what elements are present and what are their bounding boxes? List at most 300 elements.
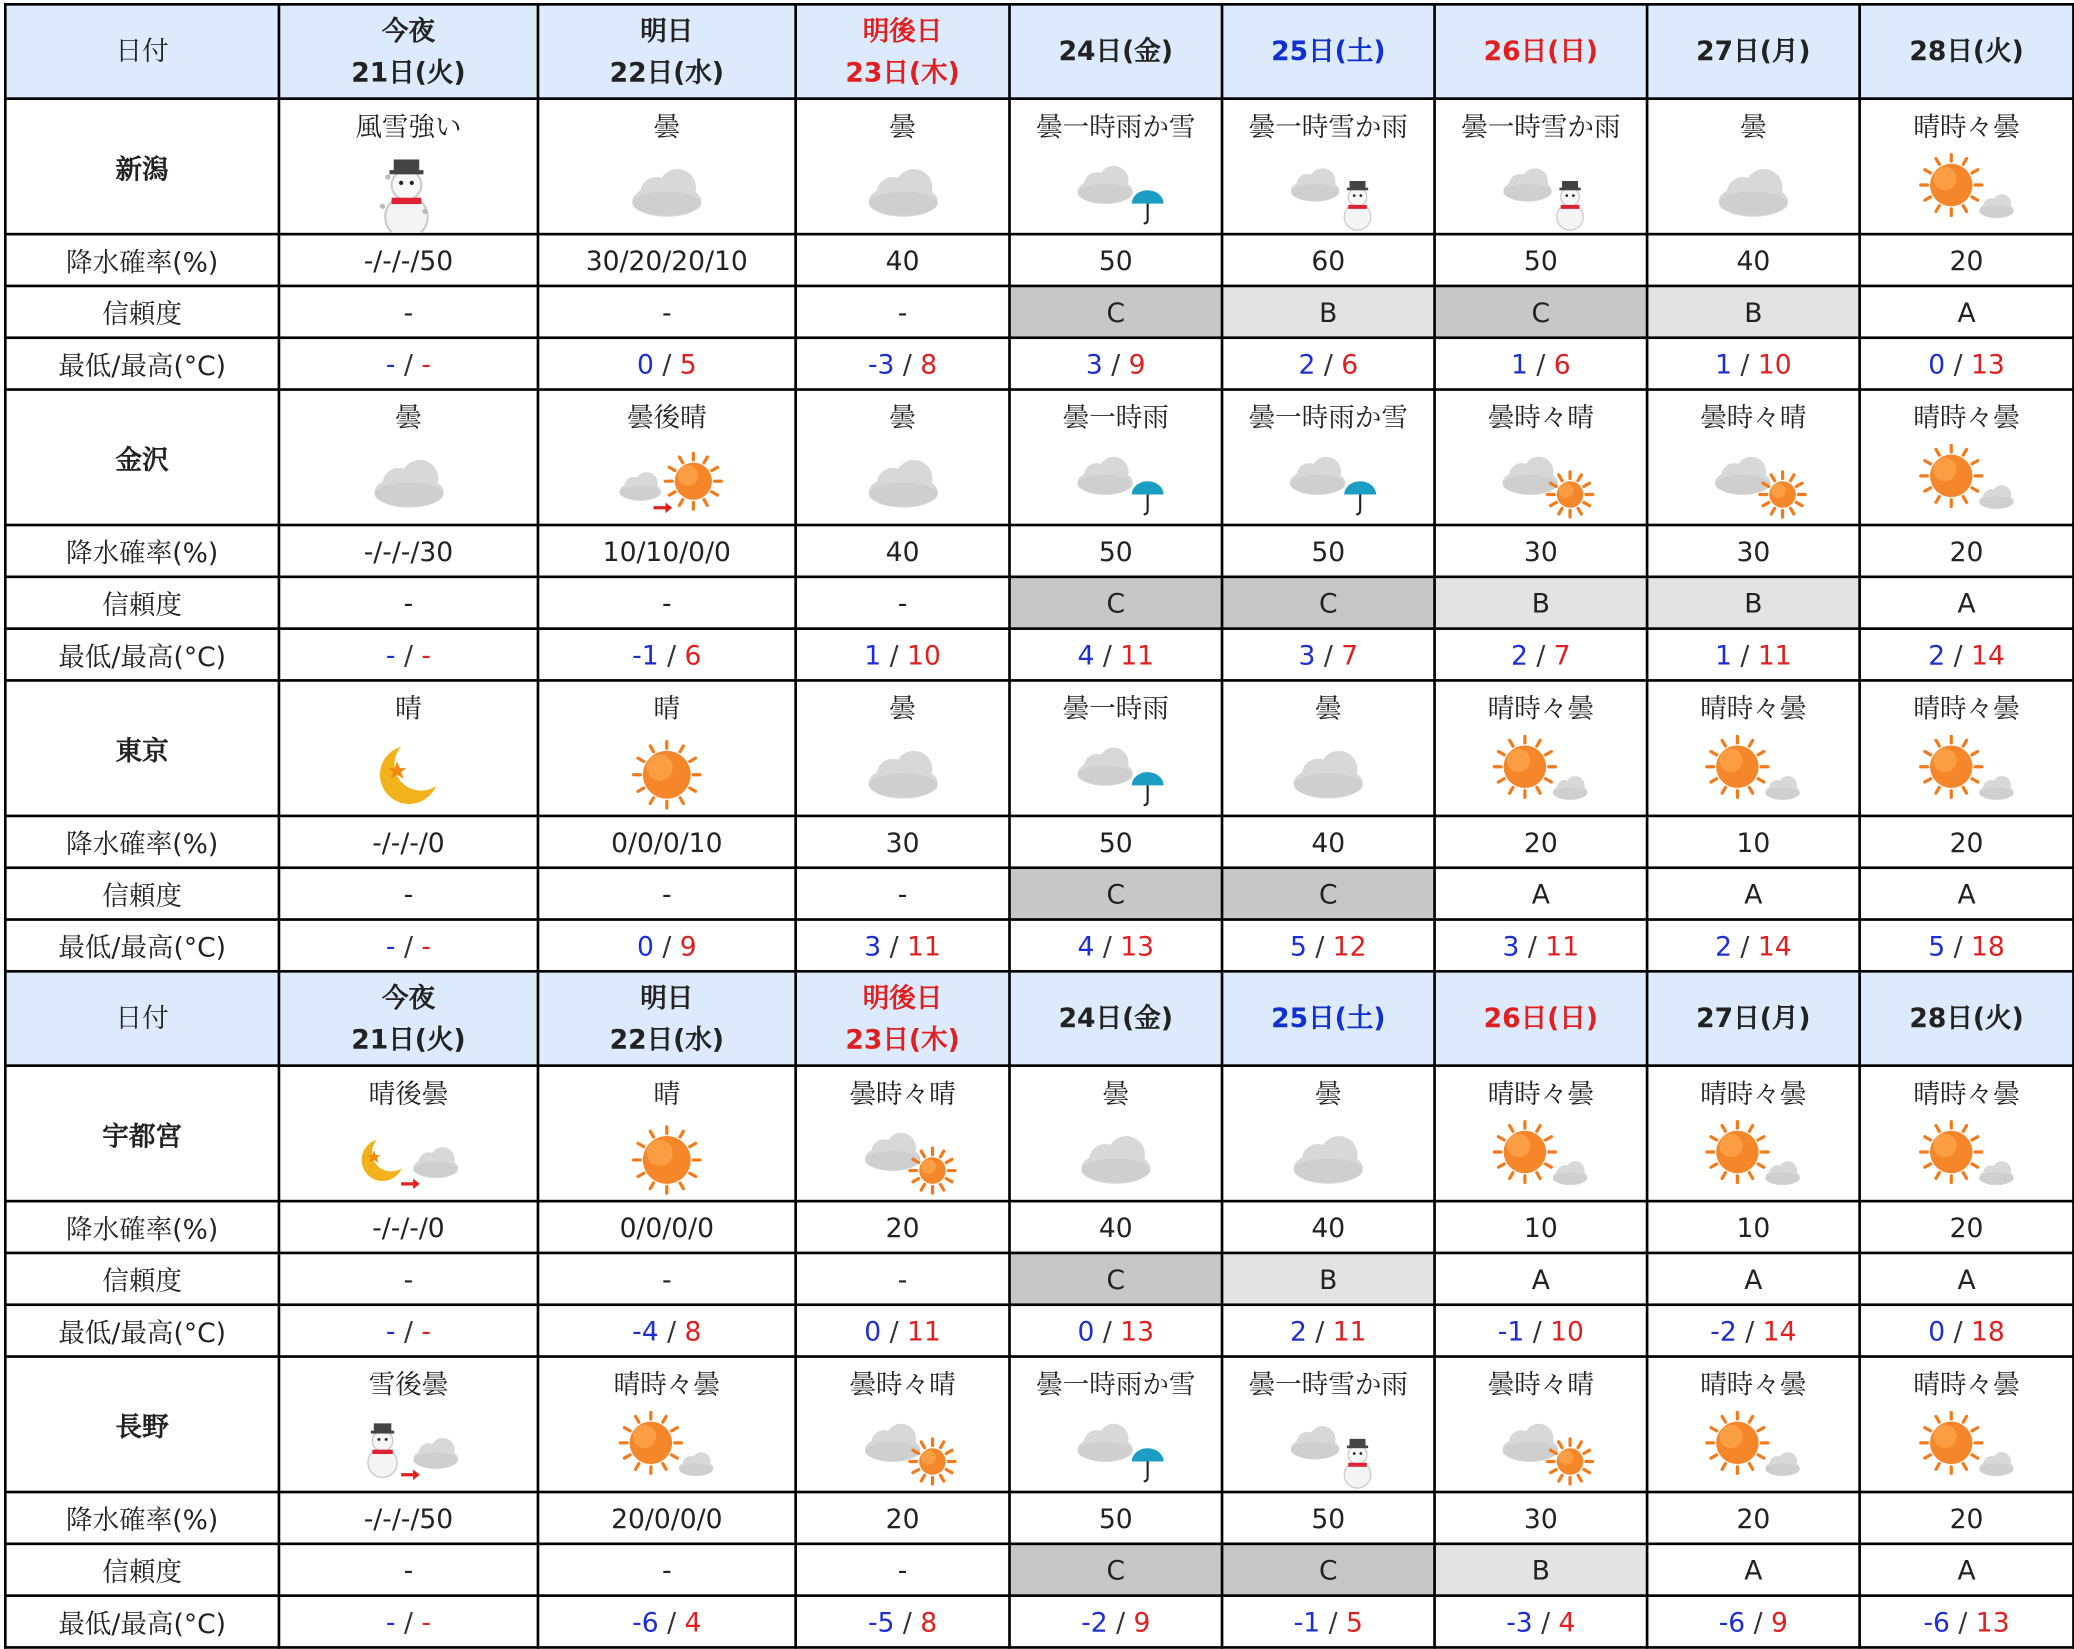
- date-header-cell: [1435, 4, 1648, 98]
- weather-cell: [1647, 1066, 1860, 1201]
- weather-text: 晴後曇: [368, 1077, 449, 1110]
- reliability-value: C: [1010, 1253, 1223, 1305]
- moon-then-cloud-icon: [280, 1120, 536, 1200]
- temperature-cell: [538, 338, 796, 390]
- temp-min: -3: [1506, 1605, 1533, 1638]
- cloud-rain-icon: [1011, 1411, 1221, 1491]
- precip-label: 降水確率(%): [5, 234, 279, 286]
- weather-cell: [279, 99, 538, 234]
- cloud-icon: [280, 444, 536, 524]
- temp-max: 14: [1762, 1314, 1797, 1347]
- weather-cell: [1222, 390, 1435, 525]
- temperature-cell: [538, 1305, 796, 1357]
- temp-separator: /: [1094, 1314, 1121, 1347]
- date-header-row: [5, 4, 2073, 98]
- weather-cell: [1010, 1066, 1223, 1201]
- weather-text: 曇: [1315, 1077, 1342, 1110]
- city-name: 東京: [5, 680, 279, 815]
- temp-min: 1: [1510, 347, 1528, 380]
- reliability-value: C: [1435, 286, 1648, 338]
- temp-max: 10: [907, 638, 941, 671]
- weather-text: 曇後晴: [626, 401, 707, 434]
- temp-separator: /: [395, 1314, 422, 1347]
- weather-text: 晴時々曇: [1700, 692, 1807, 725]
- cloud-rain-icon: [1011, 153, 1221, 233]
- reliability-value: A: [1860, 868, 2074, 920]
- cloud-snow-icon: [1436, 153, 1646, 233]
- weather-text: 晴: [395, 692, 422, 725]
- weather-cell: [538, 99, 796, 234]
- sun-cloud-icon: [1648, 735, 1858, 815]
- temp-separator: /: [894, 347, 921, 380]
- reliability-value: A: [1647, 1253, 1860, 1305]
- cloud-icon: [797, 444, 1008, 524]
- precip-value: 20: [1860, 234, 2074, 286]
- weather-cell: [1860, 1066, 2074, 1201]
- temp-separator: /: [1306, 1314, 1333, 1347]
- temp-separator: /: [881, 638, 908, 671]
- temp-separator: /: [881, 929, 908, 962]
- reliability-value: A: [1860, 1544, 2074, 1596]
- temp-min: 2: [1928, 638, 1946, 671]
- date-header-label: 日付: [5, 4, 279, 98]
- temp-min: 3: [1502, 929, 1520, 962]
- temperature-cell: [1222, 1305, 1435, 1357]
- temp-min: 2: [1290, 1314, 1307, 1347]
- temp-max: -: [421, 1314, 431, 1347]
- date-header-row: [5, 971, 2073, 1065]
- temp-separator: /: [881, 1314, 908, 1347]
- precip-row: [5, 1492, 2073, 1544]
- date-label: 28日(火): [1909, 1001, 2024, 1034]
- date-label: 25日(土): [1271, 34, 1386, 67]
- precip-value: 40: [1222, 1201, 1435, 1253]
- date-header-cell: [796, 4, 1010, 98]
- reliability-value: B: [1647, 577, 1860, 629]
- temp-max: 11: [1120, 638, 1155, 671]
- temp-min: -5: [867, 1605, 895, 1638]
- temp-separator: /: [1731, 929, 1758, 962]
- weather-text: 曇一時雨: [1062, 401, 1169, 434]
- temp-separator: /: [653, 347, 680, 380]
- temp-min: 0: [864, 1314, 882, 1347]
- weather-text: 晴時々曇: [1487, 1077, 1594, 1110]
- weather-cell: [1647, 99, 1860, 234]
- precip-value: 50: [1010, 1492, 1223, 1544]
- date-header-label: 日付: [5, 971, 279, 1065]
- temp-max: 11: [1332, 1314, 1367, 1347]
- temp-separator: /: [1094, 638, 1121, 671]
- temperature-cell: [1010, 1596, 1223, 1648]
- temp-max: 4: [1558, 1605, 1576, 1638]
- date-header-cell: [538, 4, 796, 98]
- weather-text: 曇: [889, 692, 916, 725]
- weather-cell: [1435, 99, 1648, 234]
- precip-value: 10: [1435, 1201, 1648, 1253]
- reliability-value: A: [1435, 1253, 1648, 1305]
- weather-row: [5, 390, 2073, 525]
- reliability-row: [5, 868, 2073, 920]
- precip-value: 20: [1860, 816, 2074, 868]
- cloud-icon: [1011, 1120, 1221, 1200]
- weather-text: 曇一時雨か雪: [1248, 401, 1408, 434]
- precip-value: 20: [1860, 1492, 2074, 1544]
- temp-min: 5: [1928, 929, 1946, 962]
- temp-max: 14: [1971, 638, 2005, 671]
- temp-separator: /: [1945, 929, 1972, 962]
- temp-max: 8: [684, 1314, 702, 1347]
- precip-value: 50: [1010, 525, 1223, 577]
- temp-separator: /: [395, 347, 422, 380]
- weather-cell: [1010, 390, 1223, 525]
- city-name: 宇都宮: [5, 1066, 279, 1201]
- temperature-cell: [1435, 1305, 1648, 1357]
- temperature-cell: [279, 338, 538, 390]
- weather-cell: [796, 99, 1010, 234]
- reliability-value: C: [1222, 1544, 1435, 1596]
- weather-text: 雪後曇: [368, 1368, 449, 1401]
- temperature-cell: [1647, 1596, 1860, 1648]
- weather-cell: [796, 680, 1010, 815]
- temperature-cell: [1435, 338, 1648, 390]
- precip-value: -/-/-/0: [279, 1201, 538, 1253]
- temperature-cell: [1860, 920, 2074, 972]
- date-label: 25日(土): [1271, 1001, 1386, 1034]
- weather-text: 曇一時雪か雨: [1461, 110, 1621, 143]
- reliability-label: 信頼度: [5, 1253, 279, 1305]
- date-label: 28日(火): [1909, 34, 2024, 67]
- precip-row: [5, 816, 2073, 868]
- temp-separator: /: [395, 638, 422, 671]
- temp-min: 2: [1510, 638, 1528, 671]
- temperature-cell: [1647, 1305, 1860, 1357]
- temp-max: 11: [1545, 929, 1580, 962]
- temp-max: 5: [679, 347, 697, 380]
- weather-text: 曇時々晴: [849, 1077, 956, 1110]
- temp-separator: /: [1945, 638, 1972, 671]
- precip-label: 降水確率(%): [5, 525, 279, 577]
- temp-separator: /: [658, 638, 685, 671]
- temperature-cell: [1010, 1305, 1223, 1357]
- temperature-row: [5, 1305, 2073, 1357]
- date-header-cell: [1860, 4, 2074, 98]
- temperature-cell: [1010, 629, 1223, 681]
- temp-max: 10: [1550, 1314, 1584, 1347]
- temperature-row: [5, 629, 2073, 681]
- temp-max: 6: [1341, 347, 1359, 380]
- temp-min: -: [385, 638, 396, 671]
- temperature-cell: [279, 1305, 538, 1357]
- weather-text: 曇時々晴: [1700, 401, 1807, 434]
- precip-value: 50: [1222, 525, 1435, 577]
- temp-min: -1: [632, 638, 659, 671]
- date-label: 21日(火): [351, 55, 466, 88]
- weather-cell: [1860, 99, 2074, 234]
- temp-separator: /: [1306, 929, 1333, 962]
- temp-separator: /: [1094, 929, 1121, 962]
- reliability-label: 信頼度: [5, 1544, 279, 1596]
- weather-text: 曇: [653, 110, 681, 143]
- reliability-row: [5, 1253, 2073, 1305]
- temp-min: -2: [1081, 1605, 1108, 1638]
- sun-cloud-icon: [539, 1411, 794, 1491]
- temperature-cell: [1010, 338, 1223, 390]
- precip-value: 30: [1435, 1492, 1648, 1544]
- precip-value: 20: [796, 1492, 1010, 1544]
- weather-cell: [796, 1357, 1010, 1492]
- temperature-row: [5, 1596, 2073, 1648]
- date-header-cell: [1647, 971, 1860, 1065]
- temp-separator: /: [1107, 1605, 1134, 1638]
- date-label: 26日(日): [1483, 1001, 1599, 1034]
- reliability-value: C: [1010, 1544, 1223, 1596]
- temp-max: 18: [1971, 929, 2005, 962]
- temp-min: 0: [636, 347, 654, 380]
- reliability-value: A: [1860, 1253, 2074, 1305]
- precip-value: 40: [1010, 1201, 1223, 1253]
- temp-separator: /: [1315, 347, 1342, 380]
- date-relative-label: 明後日: [862, 14, 943, 47]
- reliability-value: -: [538, 286, 796, 338]
- weather-row: [5, 1357, 2073, 1492]
- city-name: 金沢: [5, 390, 279, 525]
- date-relative-label: 今夜: [381, 981, 436, 1014]
- temp-max: 9: [1133, 1605, 1151, 1638]
- temperature-cell: [538, 920, 796, 972]
- date-relative-label: 明日: [640, 14, 694, 47]
- temp-separator: /: [1102, 347, 1129, 380]
- temp-min: 3: [1085, 347, 1103, 380]
- temperature-cell: [1010, 920, 1223, 972]
- temp-max: 8: [920, 347, 938, 380]
- reliability-value: -: [538, 868, 796, 920]
- sun-cloud-icon: [1861, 444, 2072, 524]
- date-label: 24日(金): [1058, 1001, 1173, 1034]
- precip-value: 40: [796, 525, 1010, 577]
- reliability-value: -: [279, 1544, 538, 1596]
- temperature-cell: [1647, 920, 1860, 972]
- temperature-cell: [538, 1596, 796, 1648]
- temp-separator: /: [1527, 347, 1554, 380]
- weather-text: 晴時々曇: [1913, 692, 2020, 725]
- reliability-row: [5, 1544, 2073, 1596]
- reliability-value: B: [1222, 1253, 1435, 1305]
- precip-label: 降水確率(%): [5, 816, 279, 868]
- cloud-rain-icon: [1011, 735, 1221, 815]
- precip-value: 40: [796, 234, 1010, 286]
- weather-text: 曇一時雨か雪: [1036, 110, 1196, 143]
- cloud-icon: [797, 735, 1008, 815]
- temperature-cell: [1860, 338, 2074, 390]
- temp-separator: /: [658, 1605, 685, 1638]
- temp-separator: /: [1519, 929, 1546, 962]
- reliability-value: B: [1435, 1544, 1648, 1596]
- weather-text: 曇時々晴: [1487, 1368, 1594, 1401]
- cloud-sun-icon: [1648, 444, 1858, 524]
- reliability-value: -: [538, 1544, 796, 1596]
- temp-max: 11: [907, 1314, 941, 1347]
- cloud-sun-icon: [797, 1120, 1008, 1200]
- snow-then-cloud-icon: [280, 1411, 536, 1491]
- temp-max: 9: [1771, 1605, 1788, 1638]
- temp-separator: /: [658, 1314, 685, 1347]
- temp-max: 14: [1757, 929, 1792, 962]
- reliability-value: -: [538, 1253, 796, 1305]
- cloud-snow-icon: [1223, 1411, 1433, 1491]
- reliability-value: B: [1222, 286, 1435, 338]
- precip-value: 20: [1647, 1492, 1860, 1544]
- temp-min: -: [385, 929, 396, 962]
- weather-row: [5, 99, 2073, 234]
- cloud-icon: [539, 153, 794, 233]
- sun-cloud-icon: [1861, 153, 2072, 233]
- precip-value: 50: [1222, 1492, 1435, 1544]
- weather-row: [5, 1066, 2073, 1201]
- temp-separator: /: [395, 929, 422, 962]
- temp-max: -: [421, 1605, 431, 1638]
- sun-cloud-icon: [1861, 1411, 2072, 1491]
- weather-cell: [1222, 1066, 1435, 1201]
- weather-text: 曇一時雪か雨: [1248, 1368, 1408, 1401]
- weather-text: 曇: [395, 401, 422, 434]
- reliability-value: -: [279, 286, 538, 338]
- temp-separator: /: [1320, 1605, 1347, 1638]
- precip-value: -/-/-/0: [279, 816, 538, 868]
- temp-min: -6: [1718, 1605, 1746, 1638]
- sun-cloud-icon: [1648, 1120, 1858, 1200]
- date-header-cell: [279, 971, 538, 1065]
- temp-max: 12: [1332, 929, 1367, 962]
- temp-separator: /: [1527, 638, 1554, 671]
- date-header-cell: [1860, 971, 2074, 1065]
- weather-cell: [1010, 99, 1223, 234]
- temp-min: 3: [1298, 638, 1316, 671]
- temp-min: 0: [1077, 1314, 1095, 1347]
- temp-separator: /: [1949, 1605, 1976, 1638]
- weather-text: 曇一時雨か雪: [1036, 1368, 1196, 1401]
- cloud-sun-icon: [1436, 1411, 1646, 1491]
- snowman-icon: [280, 153, 536, 233]
- weather-cell: [538, 680, 796, 815]
- temperature-cell: [796, 920, 1010, 972]
- weather-cell: [796, 390, 1010, 525]
- weather-text: 曇: [1102, 1077, 1130, 1110]
- reliability-value: -: [538, 577, 796, 629]
- weather-cell: [796, 1066, 1010, 1201]
- temp-max: 5: [1346, 1605, 1363, 1638]
- reliability-value: B: [1647, 286, 1860, 338]
- weather-text: 晴時々曇: [1487, 692, 1594, 725]
- weather-text: 曇: [1315, 692, 1342, 725]
- temp-max: 13: [1971, 347, 2005, 380]
- reliability-value: A: [1860, 286, 2074, 338]
- temp-min: -2: [1710, 1314, 1737, 1347]
- temp-min: 0: [636, 929, 654, 962]
- precip-value: 50: [1010, 816, 1223, 868]
- precip-value: 40: [1647, 234, 1860, 286]
- temp-min: 4: [1077, 929, 1095, 962]
- date-label: 21日(火): [351, 1022, 466, 1055]
- moon-icon: [280, 735, 536, 815]
- temp-max: 4: [684, 1605, 702, 1638]
- date-header-cell: [1010, 4, 1223, 98]
- temp-separator: /: [1945, 347, 1972, 380]
- weather-cell: [1647, 390, 1860, 525]
- cloud-icon: [1223, 1120, 1433, 1200]
- weather-cell: [1010, 680, 1223, 815]
- weather-text: 晴時々曇: [613, 1368, 720, 1401]
- weather-cell: [1222, 99, 1435, 234]
- weather-cell: [1860, 1357, 2074, 1492]
- weather-cell: [1435, 680, 1648, 815]
- temperature-cell: [1435, 920, 1648, 972]
- temp-separator: /: [1524, 1314, 1551, 1347]
- temp-min: -: [385, 1605, 396, 1638]
- cloud-rain-icon: [1223, 444, 1433, 524]
- weather-text: 晴時々曇: [1913, 1077, 2020, 1110]
- date-label: 23日(木): [845, 1022, 960, 1055]
- temp-min: -6: [1923, 1605, 1950, 1638]
- sun-cloud-icon: [1861, 735, 2072, 815]
- sun-cloud-icon: [1436, 735, 1646, 815]
- date-label: 22日(水): [609, 55, 725, 88]
- precip-value: 0/0/0/10: [538, 816, 796, 868]
- weather-cell: [279, 680, 538, 815]
- temp-min: 0: [1928, 1314, 1946, 1347]
- weather-text: 曇一時雪か雨: [1248, 110, 1408, 143]
- date-relative-label: 明後日: [862, 981, 943, 1014]
- precip-label: 降水確率(%): [5, 1492, 279, 1544]
- reliability-value: A: [1435, 868, 1648, 920]
- date-relative-label: 今夜: [381, 14, 436, 47]
- temperature-row: [5, 338, 2073, 390]
- city-name: 新潟: [5, 99, 279, 234]
- precip-value: 10: [1647, 816, 1860, 868]
- temp-separator: /: [1731, 638, 1758, 671]
- temp-max: 18: [1971, 1314, 2005, 1347]
- reliability-value: -: [279, 577, 538, 629]
- temp-min: 2: [1298, 347, 1316, 380]
- date-header-cell: [1222, 971, 1435, 1065]
- temp-min: -3: [867, 347, 895, 380]
- weather-text: 晴時々曇: [1913, 1368, 2020, 1401]
- cloud-icon: [797, 153, 1008, 233]
- date-label: 22日(水): [609, 1022, 725, 1055]
- weather-cell: [538, 1066, 796, 1201]
- temperature-cell: [1435, 629, 1648, 681]
- precip-value: 40: [1222, 816, 1435, 868]
- weather-cell: [1435, 390, 1648, 525]
- weather-text: 晴時々曇: [1700, 1077, 1807, 1110]
- temperature-cell: [796, 338, 1010, 390]
- temp-min: 2: [1715, 929, 1732, 962]
- date-label: 24日(金): [1058, 34, 1173, 67]
- temperature-cell: [1222, 338, 1435, 390]
- temp-max: 11: [1757, 638, 1792, 671]
- temp-separator: /: [1731, 347, 1758, 380]
- temp-max: -: [421, 638, 431, 671]
- cloud-icon: [1223, 735, 1433, 815]
- date-header-cell: [796, 971, 1010, 1065]
- temp-separator: /: [653, 929, 680, 962]
- date-relative-label: 明日: [640, 981, 694, 1014]
- date-label: 23日(木): [845, 55, 960, 88]
- weather-cell: [1860, 390, 2074, 525]
- sun-icon: [539, 735, 794, 815]
- weather-text: 曇一時雨: [1062, 692, 1169, 725]
- sun-cloud-icon: [1648, 1411, 1858, 1491]
- date-header-cell: [1647, 4, 1860, 98]
